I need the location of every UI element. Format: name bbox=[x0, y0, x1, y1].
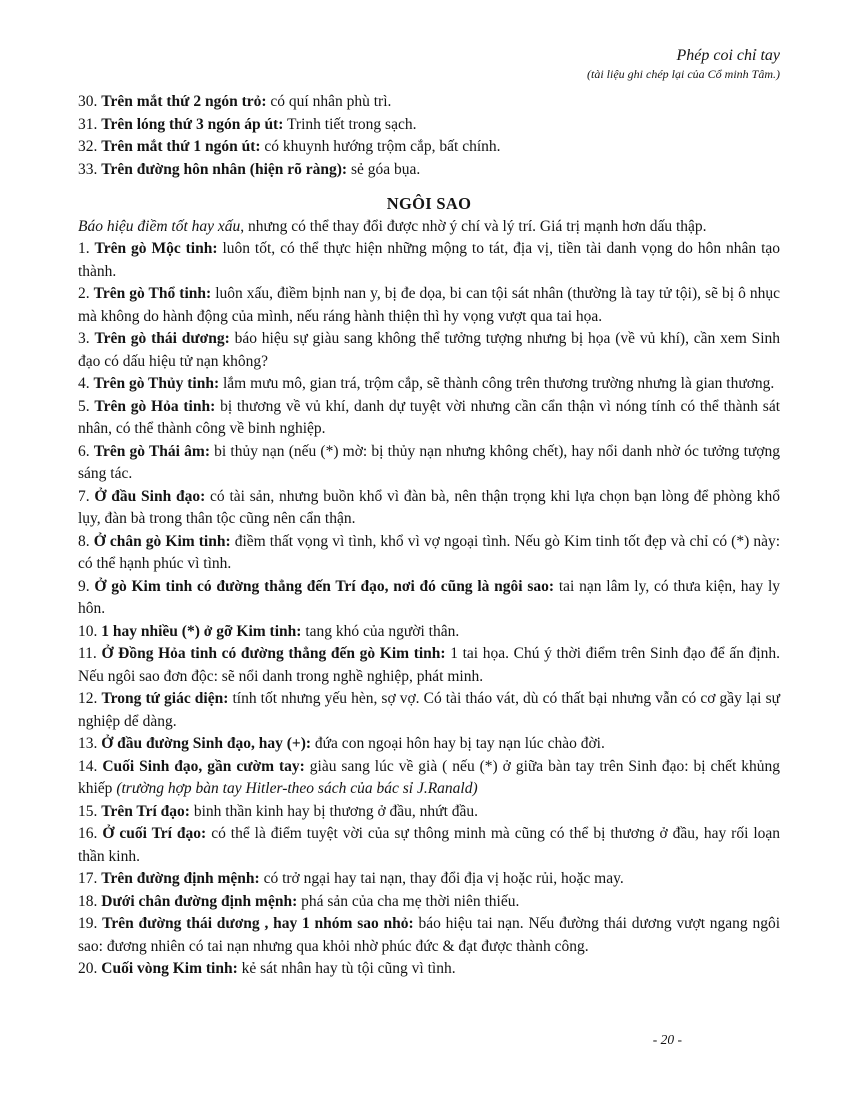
item-text: điềm thất vọng vì tình, khổ vì vợ ngoại tình. Nếu gò Kim tinh tốt đẹp và chỉ có (*) này: có thể hạnh phúc vì tình. bbox=[78, 532, 781, 572]
item-text: tang khó của người thân. bbox=[305, 622, 460, 640]
item-text: giàu sang lúc về già ( nếu (*) ở giữa bàn tay trên Sinh đạo: bị chết khủng khiếp bbox=[78, 757, 781, 797]
list-item bbox=[78, 891, 780, 914]
item-label: Trên đường thái dương , hay 1 nhóm sao nhỏ: bbox=[102, 915, 414, 932]
item-text: luôn tốt, có thể thực hiện những mộng to tát, địa vị, tiền tài danh vọng do hôn nhân tạo thành. bbox=[78, 240, 781, 280]
item-number: 18. bbox=[78, 892, 98, 910]
item-text: binh thần kinh hay bị thương ở đầu, nhứt đầu. bbox=[193, 802, 479, 820]
document-title: Phép coi chỉ tay bbox=[676, 47, 780, 64]
section-heading: NGÔI SAO bbox=[386, 194, 472, 213]
item-number: 31. bbox=[78, 115, 98, 133]
item-text: báo hiệu tai nạn. Nếu đường thái dương vượt ngang ngôi sao: đương nhiên có tai nạn nhưng qua khỏi nhờ phúc đức & đạt được thành công. bbox=[78, 915, 781, 955]
item-text: có tài sản, nhưng buồn khổ vì đàn bà, nên thận trọng khi lựa chọn bạn lòng để phòng khổ lụy, đàn bà trong thân tộc cũng nên cẩn thận. bbox=[78, 487, 780, 527]
item-number: 12. bbox=[78, 690, 98, 707]
item-text: tính tốt nhưng yếu hèn, sợ vợ. Có tài tháo vát, dù có thất bại nhưng vẫn có cơ gầy lại sự nghiệp dể dàng. bbox=[78, 690, 780, 730]
item-label: Ở chân gò Kim tinh: bbox=[93, 532, 231, 550]
item-number: 30. bbox=[78, 93, 98, 110]
list-item bbox=[78, 238, 780, 283]
list-item bbox=[78, 328, 780, 373]
item-label: Ở gò Kim tinh có đường thẳng đến Trí đạo, nơi đó cũng là ngôi sao: bbox=[94, 577, 555, 595]
item-text: có thể là điểm tuyệt vời của sự thông minh mà cũng có thể bị thương ở đầu, hay rối loạn thần kinh. bbox=[78, 825, 781, 865]
list-item bbox=[78, 576, 780, 621]
section-intro bbox=[78, 216, 780, 239]
item-label: Cuối vòng Kim tinh: bbox=[101, 960, 238, 977]
item-label: Ở Đồng Hỏa tinh có đường thẳng đến gò Kim tinh: bbox=[101, 645, 446, 662]
item-label: Trên gò Mộc tinh: bbox=[94, 240, 218, 257]
item-label: Trên Trí đạo: bbox=[101, 802, 190, 820]
item-label: Cuối Sinh đạo, gần cườm tay: bbox=[102, 757, 305, 775]
list-item bbox=[78, 136, 780, 159]
list-item bbox=[78, 688, 780, 733]
item-text: báo hiệu sự giàu sang không thể tưởng tượng nhưng bị họa (về vủ khí), cần xem Sinh đạo có dấu hiệu tử nạn không? bbox=[78, 330, 781, 370]
item-text: có trở ngại hay tai nạn, thay đổi địa vị hoặc rủi, hoặc may. bbox=[263, 870, 624, 887]
item-text: sẻ góa bụa. bbox=[350, 160, 421, 178]
item-number: 5. bbox=[78, 397, 90, 415]
list-item bbox=[78, 756, 780, 801]
item-number: 7. bbox=[78, 487, 90, 505]
item-text: luôn xấu, điềm bịnh nan y, bị đe dọa, bi can tội sát nhân (thường là tay tử tội), sẽ bị ô nhục mà không do hành động của mình, nếu ráng hành thiện thì hy vọng vượt qua tai họa. bbox=[78, 285, 781, 325]
item-italic-note: (trường hợp bàn tay Hitler-theo sách của bác sỉ J.Ranald) bbox=[116, 780, 478, 797]
list-item bbox=[78, 913, 780, 958]
list-item bbox=[78, 823, 780, 868]
list-item bbox=[78, 373, 780, 396]
item-label: Trên gò thái dương: bbox=[94, 330, 230, 347]
item-number: 33. bbox=[78, 160, 98, 178]
item-label: Ở cuối Trí đạo: bbox=[102, 825, 207, 842]
item-number: 3. bbox=[78, 330, 90, 347]
item-text: lắm mưu mô, gian trá, trộm cắp, sẽ thành công trên thương trường nhưng là gian thương. bbox=[223, 375, 775, 392]
item-label: Trên gò Hỏa tinh: bbox=[94, 397, 216, 415]
item-text: Trinh tiết trong sạch. bbox=[287, 115, 417, 133]
item-label: Trên lóng thứ 3 ngón áp út: bbox=[101, 115, 284, 133]
list-item bbox=[78, 91, 780, 114]
item-text: bi thủy nạn (nếu (*) mờ: bị thủy nạn nhưng không chết), hay nổi danh nhờ óc tưởng tượng sáng tác. bbox=[78, 442, 780, 482]
item-label: Trên mắt thứ 1 ngón út: bbox=[101, 138, 261, 155]
list-item bbox=[78, 531, 780, 576]
item-number: 15. bbox=[78, 802, 98, 820]
item-number: 6. bbox=[78, 442, 90, 460]
item-number: 9. bbox=[78, 577, 90, 595]
list-item bbox=[78, 441, 780, 486]
item-text: kẻ sát nhân hay tù tội cũng vì tình. bbox=[241, 960, 456, 977]
intro-italic-lead: Báo hiệu điềm tốt hay xấu bbox=[78, 217, 241, 235]
item-number: 1. bbox=[78, 240, 90, 257]
list-item bbox=[78, 733, 780, 756]
item-number: 32. bbox=[78, 138, 98, 155]
item-label: Trên mắt thứ 2 ngón trỏ: bbox=[101, 93, 267, 110]
list-item bbox=[78, 396, 780, 441]
item-number: 19. bbox=[78, 915, 98, 932]
list-item bbox=[78, 114, 780, 137]
item-text: tai nạn lâm ly, có thưa kiện, hay ly hôn. bbox=[78, 577, 781, 617]
document-header bbox=[78, 46, 780, 82]
item-label: Trong tứ giác diện: bbox=[101, 690, 229, 707]
item-number: 16. bbox=[78, 825, 98, 842]
item-label: Trên gò Thái âm: bbox=[93, 442, 210, 460]
item-text: có quí nhân phù trì. bbox=[270, 93, 392, 110]
item-label: 1 hay nhiều (*) ở gỡ Kim tinh: bbox=[101, 622, 302, 640]
page-number: - 20 - bbox=[652, 1032, 682, 1047]
item-label: Ở đầu đường Sinh đạo, hay (+): bbox=[101, 735, 312, 752]
item-label: Trên gò Thủy tinh: bbox=[93, 375, 220, 392]
item-number: 2. bbox=[78, 285, 90, 302]
item-label: Trên đường hôn nhân (hiện rõ ràng): bbox=[101, 160, 348, 178]
page-footer bbox=[653, 1032, 682, 1048]
item-text: bị thương về vủ khí, danh dự tuyệt vời nhưng cần cẩn thận vì nóng tính có thể thành sát nhân, có thể thành công về binh nghiệp. bbox=[78, 397, 781, 437]
item-text: đứa con ngoại hôn hay bị tay nạn lúc chào đời. bbox=[314, 735, 605, 752]
list-item bbox=[78, 868, 780, 891]
item-number: 4. bbox=[78, 375, 90, 392]
list-item bbox=[78, 621, 780, 644]
document-subtitle: (tài liệu ghi chép lại của Cổ minh Tâm.) bbox=[587, 67, 780, 81]
list-item bbox=[78, 801, 780, 824]
item-text: có khuynh hướng trộm cắp, bất chính. bbox=[264, 138, 501, 155]
item-number: 8. bbox=[78, 532, 90, 550]
item-number: 11. bbox=[78, 645, 97, 662]
list-item bbox=[78, 283, 780, 328]
list-item bbox=[78, 958, 780, 981]
item-number: 17. bbox=[78, 870, 98, 887]
document-body bbox=[78, 91, 780, 981]
list-item bbox=[78, 486, 780, 531]
item-number: 14. bbox=[78, 757, 98, 775]
item-text: 1 tai họa. Chú ý thời điểm trên Sinh đạo để ấn định. Nếu ngôi sao đơn độc: sẽ nổi danh trong nghề nghiệp, phát minh. bbox=[78, 645, 781, 685]
item-label: Trên gò Thổ tinh: bbox=[93, 285, 212, 302]
item-label: Ở đầu Sinh đạo: bbox=[94, 487, 206, 505]
item-label: Dưới chân đường định mệnh: bbox=[101, 892, 298, 910]
intro-text: , nhưng có thể thay đổi được nhờ ý chí và lý trí. Giá trị mạnh hơn dấu thập. bbox=[240, 217, 707, 235]
item-number: 10. bbox=[78, 622, 98, 640]
item-number: 13. bbox=[78, 735, 98, 752]
item-text: phá sản của cha mẹ thời niên thiếu. bbox=[301, 892, 520, 910]
list-item bbox=[78, 159, 780, 182]
item-label: Trên đường định mệnh: bbox=[101, 870, 260, 887]
list-item bbox=[78, 643, 780, 688]
item-number: 20. bbox=[78, 960, 98, 977]
